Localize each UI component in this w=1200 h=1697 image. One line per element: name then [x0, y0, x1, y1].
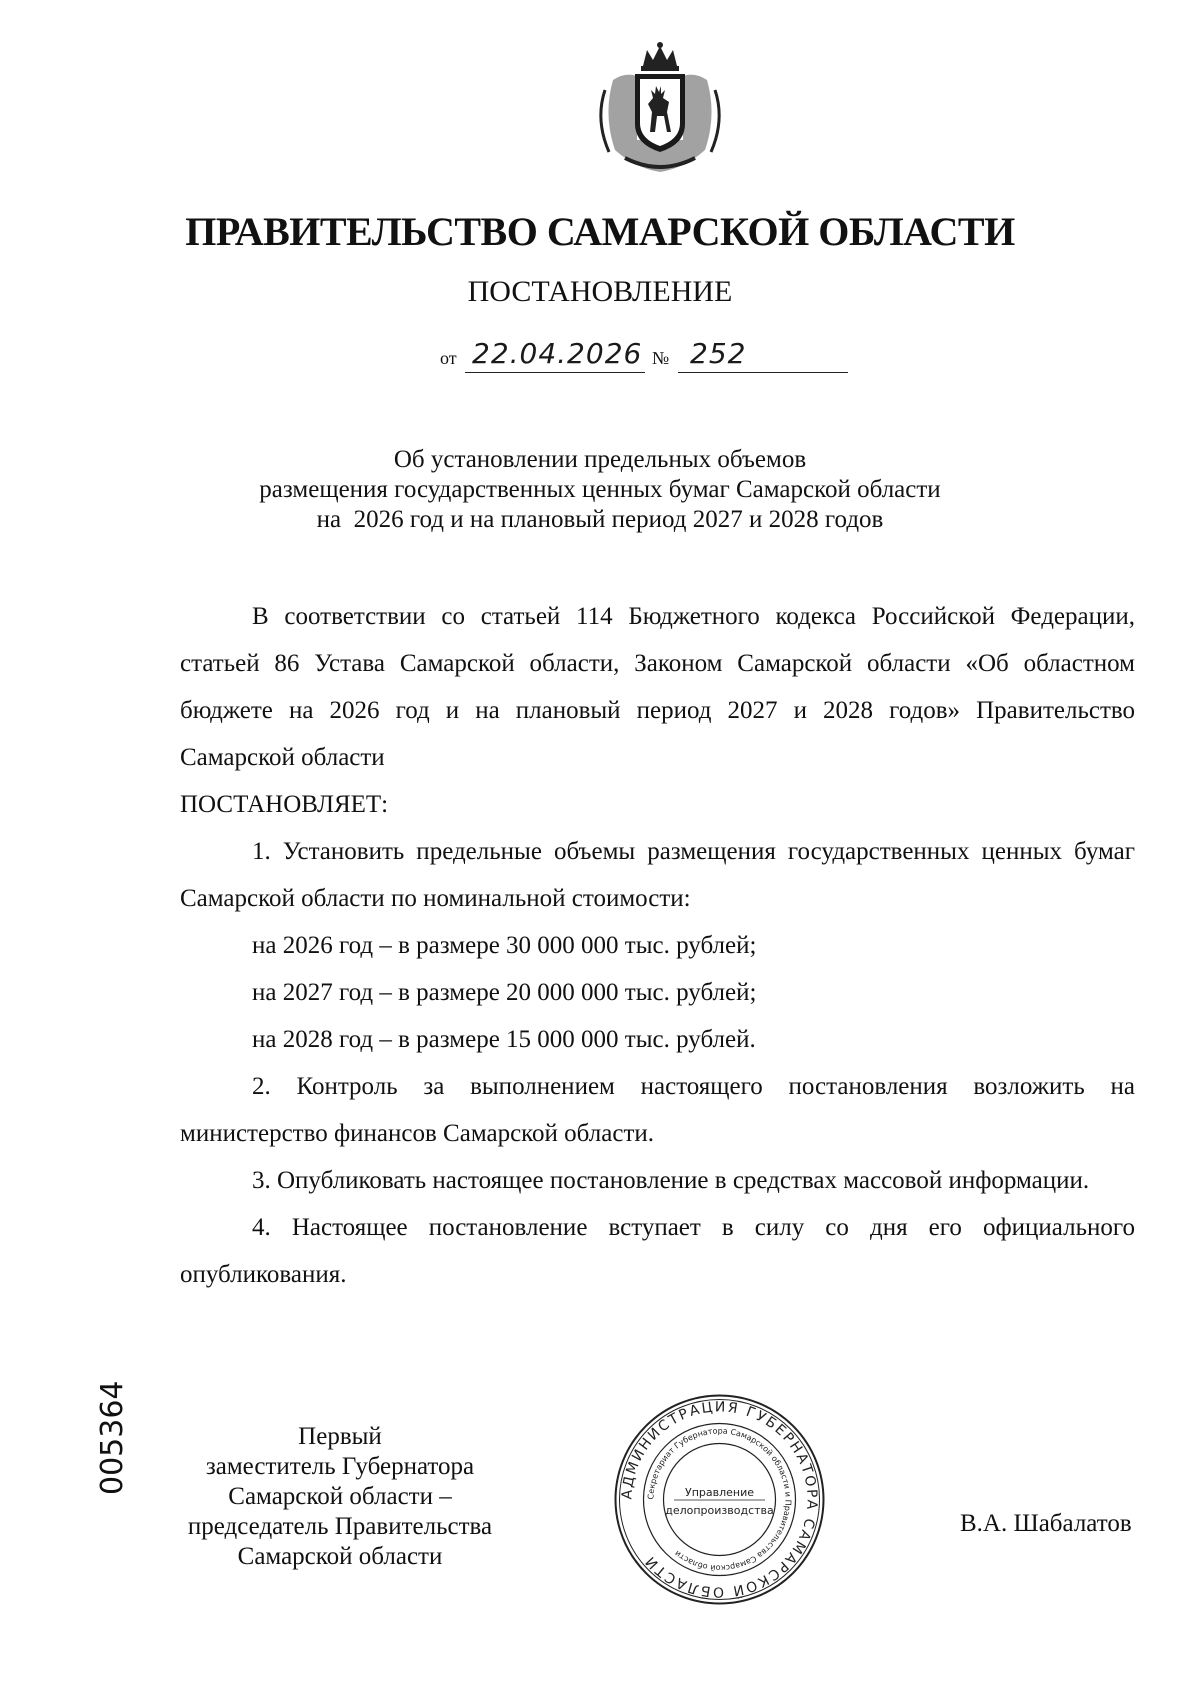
date-underline: [465, 372, 645, 373]
document-body: [180, 593, 1135, 1298]
preamble-paragraph: В соответствии со статьей 114 Бюджетного кодекса Российской Федерации, статьей 86 Устава Самарской области, Законом Самарской области «Об областном бюджете на 2026 год и на плановый период 2027 и 2028 годов» Правительство Самарской области: [180, 603, 1135, 771]
svg-text:Секретариат Губернатора Самарс: [646, 1426, 792, 1572]
date-value: 22.04.2026: [472, 337, 643, 370]
paragraph-2: 2. Контроль за выполнением настоящего постановления возложить на министерство финансов Самарской области.: [180, 1073, 1135, 1147]
number-underline: [678, 372, 848, 373]
registration-number: 005364: [95, 1380, 130, 1495]
organization-title: ПРАВИТЕЛЬСТВО САМАРСКОЙ ОБЛАСТИ: [185, 209, 1015, 254]
paragraph-4: 4. Настоящее постановление вступает в силу со дня его официального опубликования.: [180, 1214, 1135, 1288]
document-date-number: [440, 333, 850, 373]
limit-2028: на 2028 год – в размере 15 000 000 тыс. рублей.: [252, 1026, 756, 1053]
paragraph-3: 3. Опубликовать настоящее постановление в средствах массовой информации.: [252, 1167, 1090, 1194]
coat-of-arms-icon: [595, 40, 725, 175]
official-stamp: [612, 1392, 827, 1607]
stamp-inner-text: Секретариат Губернатора Самарской области и Правительства Самарской области: [646, 1426, 793, 1573]
subject-line-3: на 2026 год и на плановый период 2027 и 2028 годов: [316, 506, 884, 533]
number-prefix: №: [652, 348, 670, 368]
number-value: 252: [690, 337, 747, 370]
date-prefix: от: [440, 348, 457, 368]
stamp-center-line-1: Управление: [684, 1486, 755, 1499]
document-type: ПОСТАНОВЛЕНИЕ: [467, 275, 733, 308]
stamp-center-line-2: делопроизводства: [665, 1504, 774, 1517]
limit-2026: на 2026 год – в размере 30 000 000 тыс. рублей;: [252, 932, 757, 959]
limit-2027: на 2027 год – в размере 20 000 000 тыс. рублей;: [252, 979, 757, 1006]
subject-line-2: размещения государственных ценных бумаг Самарской области: [259, 476, 941, 503]
stamp-outer-text: АДМИНИСТРАЦИЯ ГУБЕРНАТОРА САМАРСКОЙ ОБЛАСТИ: [619, 1399, 820, 1600]
subject-line-1: Об установлении предельных объемов: [393, 446, 807, 473]
paragraph-1: 1. Установить предельные объемы размещения государственных ценных бумаг Самарской области по номинальной стоимости:: [180, 838, 1135, 912]
signatory-title: Первый заместитель Губернатора Самарской области – председатель Правительства Самарской области: [187, 1423, 493, 1570]
signatory-name: В.А. Шабалатов: [960, 1510, 1132, 1537]
document-subject: [0, 445, 1200, 535]
resolves-word: ПОСТАНОВЛЯЕТ:: [180, 791, 389, 818]
